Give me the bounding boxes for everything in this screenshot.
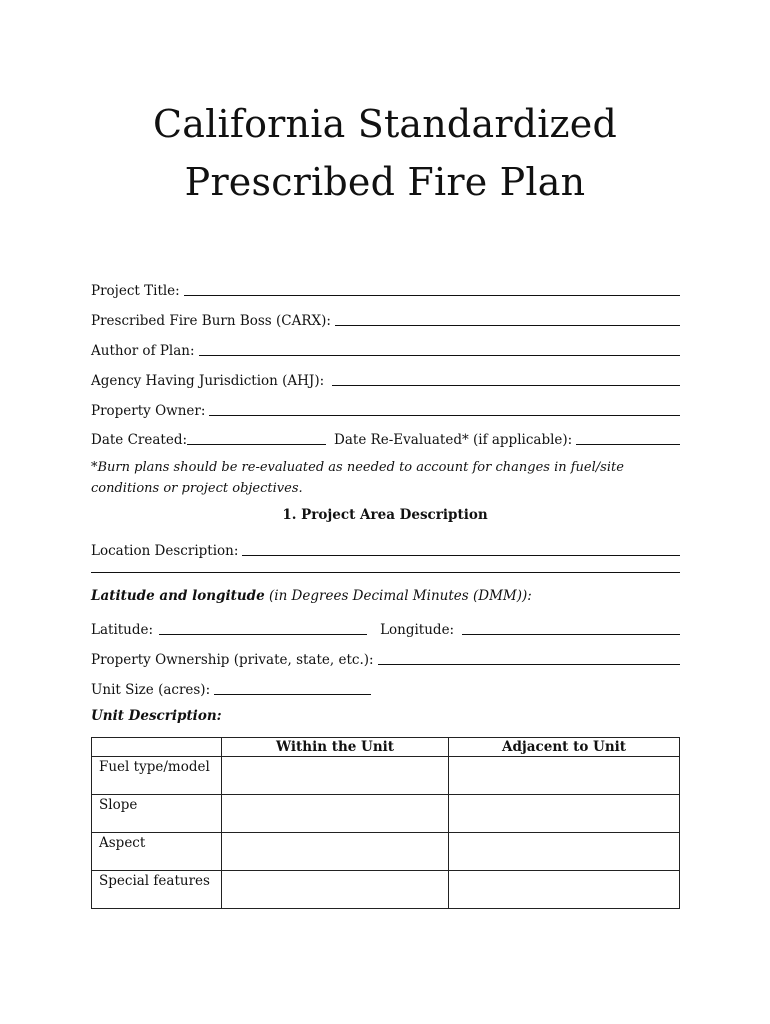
unit-size-field [91,676,680,698]
ahj-field [91,367,680,389]
location-description-field [91,537,680,559]
cell-adjacent-aspect[interactable] [449,833,680,871]
location-description-label: Location Description: [91,543,239,559]
table-header-blank [92,738,222,757]
latlong-heading [91,588,532,604]
project-title-field [91,277,680,299]
cell-adjacent-fuel-type[interactable] [449,757,680,795]
ahj-input-line[interactable] [332,371,680,386]
ahj-label: Agency Having Jurisdiction (AHJ): [91,373,325,389]
burn-boss-input-line[interactable] [335,311,680,326]
longitude-label: Longitude: [380,622,455,638]
title-line-2: Prescribed Fire Plan [184,160,586,204]
reevaluation-note: *Burn plans should be re-evaluated as needed to account for changes in fuel/site conditions or project objectives. [91,460,624,496]
unit-size-label: Unit Size (acres): [91,682,211,698]
latlong-heading-italic: (in Degrees Decimal Minutes (DMM)): [268,588,532,604]
table-row [92,795,680,833]
unit-description-heading [91,708,222,724]
author-field [91,337,680,359]
date-created-label: Date Created: [91,432,188,448]
property-owner-input-line[interactable] [209,401,680,416]
project-title-input-line[interactable] [184,281,680,296]
document-title [0,95,770,211]
table-header-row [92,738,680,757]
author-input-line[interactable] [199,341,680,356]
row-label-slope: Slope [92,795,222,833]
unit-size-input-line[interactable] [214,680,371,695]
location-description-input-line[interactable] [242,541,680,556]
property-owner-label: Property Owner: [91,403,206,419]
date-reevaluated-input-line[interactable] [576,430,680,445]
cell-within-slope[interactable] [222,795,449,833]
ownership-label: Property Ownership (private, state, etc.): [91,652,374,668]
table-header-adjacent: Adjacent to Unit [449,738,680,757]
row-label-aspect: Aspect [92,833,222,871]
title-line-1: California Standardized [153,102,617,146]
author-label: Author of Plan: [91,343,195,359]
section-1-heading: 1. Project Area Description [282,507,488,523]
date-reevaluated-label: Date Re-Evaluated* (if applicable): [334,432,573,448]
cell-within-aspect[interactable] [222,833,449,871]
latitude-input-line[interactable] [159,620,367,635]
burn-boss-label: Prescribed Fire Burn Boss (CARX): [91,313,331,329]
date-created-input-line[interactable] [187,430,326,445]
burn-boss-field [91,307,680,329]
table-row [92,757,680,795]
cell-within-fuel-type[interactable] [222,757,449,795]
table-row [92,871,680,909]
latlong-heading-bold: Latitude and longitude [91,588,265,604]
cell-adjacent-special-features[interactable] [449,871,680,909]
property-owner-field [91,397,680,419]
cell-within-special-features[interactable] [222,871,449,909]
ownership-field [91,646,680,668]
cell-adjacent-slope[interactable] [449,795,680,833]
latitude-label: Latitude: [91,622,154,638]
row-label-special-features: Special features [92,871,222,909]
unit-description-label: Unit Description: [91,708,222,724]
table-header-within: Within the Unit [222,738,449,757]
ownership-input-line[interactable] [378,650,680,665]
row-label-fuel-type: Fuel type/model [92,757,222,795]
project-title-label: Project Title: [91,283,180,299]
table-row [92,833,680,871]
location-description-second-line[interactable] [91,572,680,573]
unit-description-table [91,737,680,909]
lat-long-field [91,616,680,638]
longitude-input-line[interactable] [462,620,680,635]
dates-field [91,426,680,448]
